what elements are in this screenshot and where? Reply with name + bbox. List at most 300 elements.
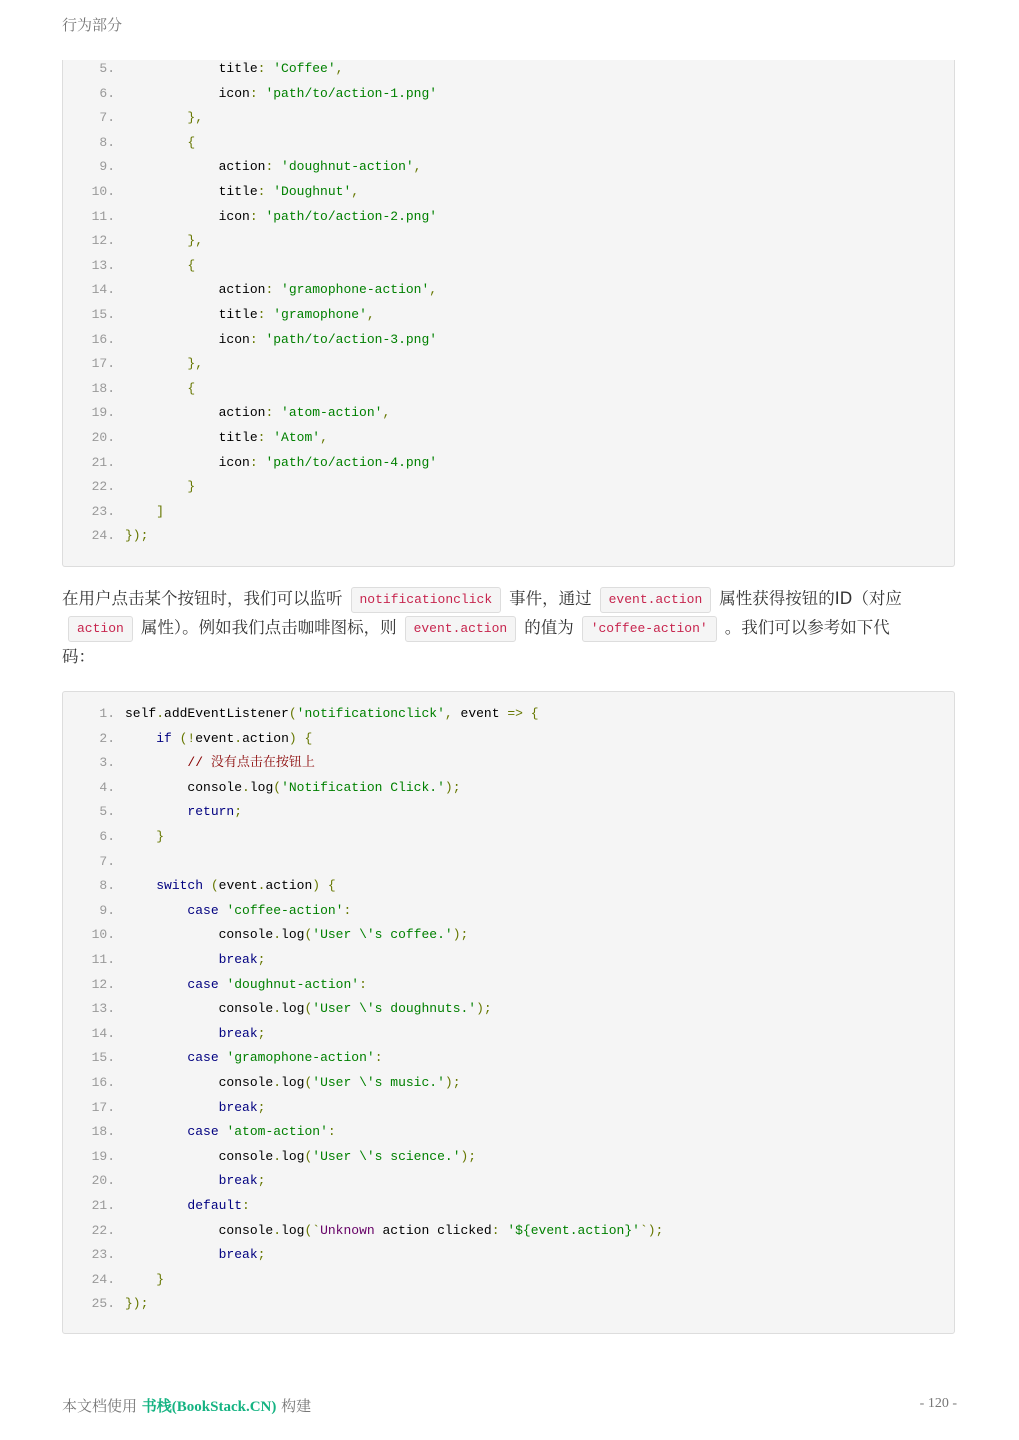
code-token xyxy=(125,479,187,494)
code-text xyxy=(125,827,164,847)
code-line xyxy=(63,1270,954,1295)
code-token: ; xyxy=(257,1099,266,1115)
code-token: ) { xyxy=(312,878,336,894)
code-token: , xyxy=(429,282,438,298)
code-token: title xyxy=(218,184,258,199)
code-token xyxy=(125,135,187,150)
text: 事件，通过 xyxy=(509,589,592,608)
line-number: 20. xyxy=(91,430,115,445)
code-text xyxy=(125,975,367,995)
code-token: }, xyxy=(187,110,204,126)
code-text xyxy=(125,950,265,970)
code-line xyxy=(63,502,954,527)
code-text xyxy=(125,379,195,399)
code-token xyxy=(125,1100,219,1115)
code-token: . xyxy=(257,878,266,894)
code-token: action xyxy=(265,878,313,894)
code-token: icon xyxy=(218,208,250,224)
code-token: log xyxy=(281,1001,305,1017)
code-token: => xyxy=(507,706,523,721)
code-token xyxy=(125,829,156,844)
code-line xyxy=(63,403,954,428)
code-token: 'notificationclick' xyxy=(296,706,445,721)
code-line xyxy=(63,827,954,852)
code-token: event xyxy=(218,878,258,894)
code-text xyxy=(125,477,195,497)
code-token: break xyxy=(218,1099,258,1115)
code-token xyxy=(125,977,187,992)
line-number: 21. xyxy=(91,454,115,470)
code-text xyxy=(125,157,421,177)
code-token: : xyxy=(359,976,367,992)
code-text xyxy=(125,1024,265,1044)
code-token: : xyxy=(257,430,274,445)
inline-code-event-action: event.action xyxy=(405,616,517,642)
code-line xyxy=(63,1245,954,1270)
line-number: 24. xyxy=(91,1271,115,1287)
code-text xyxy=(125,256,195,276)
code-token: console xyxy=(218,1001,274,1017)
code-token xyxy=(125,903,187,918)
code-token: case xyxy=(187,1124,219,1140)
code-token: action xyxy=(218,159,266,175)
code-token: action xyxy=(218,405,266,421)
code-token: '${event.action}' xyxy=(507,1222,640,1238)
line-number: 7. xyxy=(99,853,115,869)
code-token: (! xyxy=(171,730,196,746)
code-text xyxy=(125,403,390,423)
code-token: log xyxy=(249,779,274,795)
code-block-actions xyxy=(62,60,955,567)
line-number: 6. xyxy=(99,829,115,844)
line-number: 21. xyxy=(91,1198,115,1213)
code-token: 'atom-action' xyxy=(226,1124,328,1140)
code-token: 'gramophone' xyxy=(273,307,367,322)
code-token: } xyxy=(156,829,165,844)
code-token: return xyxy=(187,804,235,820)
code-text xyxy=(125,999,492,1019)
code-token: : xyxy=(374,1050,383,1066)
code-token: . xyxy=(156,706,165,721)
code-token: self xyxy=(125,706,157,721)
code-token: 'path/to/action-4.png' xyxy=(265,454,438,470)
code-token: title xyxy=(218,61,258,76)
code-token: , xyxy=(382,405,391,421)
code-text xyxy=(125,901,351,921)
code-text xyxy=(125,729,312,749)
footer-prefix: 本文档使用 xyxy=(62,1397,138,1415)
text: 属性）。例如我们点击咖啡图标，则 xyxy=(140,618,397,637)
code-text xyxy=(125,453,437,473)
code-line xyxy=(63,133,954,158)
code-token: ( xyxy=(304,927,313,943)
code-token xyxy=(125,1124,187,1139)
paragraph-line xyxy=(62,613,962,642)
code-token: } xyxy=(156,1271,165,1287)
code-token: : xyxy=(491,1222,508,1238)
code-token: }); xyxy=(125,528,149,544)
code-line xyxy=(63,157,954,182)
text: 码： xyxy=(62,647,95,666)
code-token: case xyxy=(187,902,219,918)
code-token: ( xyxy=(304,1075,313,1090)
code-token: ) { xyxy=(288,730,313,746)
code-token: 'gramophone-action' xyxy=(226,1050,375,1066)
code-token: , xyxy=(366,307,375,322)
code-token: title xyxy=(218,307,258,322)
line-number: 7. xyxy=(99,110,115,126)
code-token: , xyxy=(444,706,461,721)
code-text xyxy=(125,1245,265,1265)
line-number: 12. xyxy=(91,976,115,992)
footer-brand-link[interactable]: 书栈(BookStack.CN) xyxy=(141,1399,277,1415)
code-text xyxy=(125,876,336,896)
code-token: , xyxy=(413,159,422,175)
line-number: 16. xyxy=(91,1075,115,1090)
code-token: ( xyxy=(273,779,282,795)
code-token: 'User \'s music.' xyxy=(312,1075,445,1090)
code-token: . xyxy=(273,1075,282,1090)
code-token: ( xyxy=(304,1148,313,1164)
line-number: 1. xyxy=(99,706,115,721)
code-token: }); xyxy=(125,1296,149,1312)
code-line xyxy=(63,108,954,133)
code-token: console xyxy=(218,1075,274,1090)
code-text xyxy=(125,354,203,374)
code-token: { xyxy=(187,134,196,150)
code-token xyxy=(125,430,219,445)
text: 在用户点击某个按钮时，我们可以监听 xyxy=(62,589,343,608)
code-line xyxy=(63,1073,954,1098)
line-number: 14. xyxy=(91,282,115,298)
code-token xyxy=(125,927,219,942)
code-text xyxy=(125,526,148,546)
code-token: 'User \'s coffee.' xyxy=(312,927,453,943)
line-number: 6. xyxy=(99,85,115,101)
code-line xyxy=(63,453,954,478)
line-number: 5. xyxy=(99,804,115,820)
code-line xyxy=(63,1294,954,1319)
code-token: 'atom-action' xyxy=(281,405,383,421)
code-token: log xyxy=(281,1075,305,1090)
code-token: { xyxy=(522,706,539,721)
code-token: . xyxy=(273,1222,282,1238)
code-token xyxy=(125,1149,219,1164)
code-text xyxy=(125,1122,336,1142)
text: 。我们可以参考如下代 xyxy=(724,618,890,637)
code-text xyxy=(125,182,359,202)
code-line xyxy=(63,999,954,1024)
code-token: : xyxy=(327,1124,336,1140)
code-token: : xyxy=(257,184,274,199)
page-number: - 120 - xyxy=(919,1396,957,1411)
code-line xyxy=(63,852,954,877)
code-token: 'User \'s science.' xyxy=(312,1148,461,1164)
code-token xyxy=(125,307,219,322)
code-token: break xyxy=(218,1025,258,1041)
inline-code-event-action: event.action xyxy=(600,587,712,613)
code-token xyxy=(125,356,187,371)
code-token: }, xyxy=(187,233,204,249)
code-token xyxy=(125,878,156,893)
code-text xyxy=(125,231,203,251)
code-token: break xyxy=(218,1247,258,1263)
line-number: 17. xyxy=(91,1099,115,1115)
code-token: : xyxy=(242,1198,250,1213)
code-token: 'doughnut-action' xyxy=(281,159,414,175)
code-token: action xyxy=(242,730,289,746)
code-line xyxy=(63,802,954,827)
explanation-paragraph xyxy=(62,584,962,671)
code-token xyxy=(125,1247,219,1262)
code-token: 'User \'s doughnuts.' xyxy=(312,1001,477,1017)
code-token: addEventListener xyxy=(164,706,289,721)
paragraph-line xyxy=(62,642,962,671)
code-token: . xyxy=(273,1148,282,1164)
code-line xyxy=(63,1098,954,1123)
code-line xyxy=(63,1196,954,1221)
code-text xyxy=(125,1098,265,1118)
code-token: , xyxy=(320,430,328,445)
code-text xyxy=(125,1147,476,1167)
code-text xyxy=(125,280,437,300)
code-token: icon xyxy=(218,331,250,347)
code-token: ); xyxy=(444,779,461,795)
line-number: 8. xyxy=(99,134,115,150)
line-number: 3. xyxy=(99,755,115,771)
line-number: 9. xyxy=(99,902,115,918)
code-token xyxy=(125,1001,219,1016)
code-token: ; xyxy=(234,804,243,820)
code-text xyxy=(125,778,461,798)
code-token: case xyxy=(187,976,219,992)
line-number: 13. xyxy=(91,1001,115,1017)
code-token: break xyxy=(218,952,258,967)
line-number: 13. xyxy=(91,257,115,273)
code-token: ( xyxy=(304,1001,313,1017)
line-number: 19. xyxy=(91,405,115,421)
code-line xyxy=(63,59,954,84)
code-token: ; xyxy=(257,1247,266,1263)
code-token xyxy=(125,110,187,125)
code-line xyxy=(63,1048,954,1073)
line-number: 10. xyxy=(91,927,115,943)
code-line xyxy=(63,1147,954,1172)
line-number: 18. xyxy=(91,380,115,396)
code-token xyxy=(125,455,219,470)
code-token: title xyxy=(218,430,258,445)
code-token: 'coffee-action' xyxy=(226,902,344,918)
code-token: `); xyxy=(639,1222,664,1238)
code-line xyxy=(63,428,954,453)
code-text xyxy=(125,1048,383,1068)
code-token: icon xyxy=(218,454,250,470)
line-number: 23. xyxy=(91,1247,115,1263)
line-number: 10. xyxy=(91,184,115,199)
code-token xyxy=(125,332,219,347)
code-line xyxy=(63,753,954,778)
page-header-title: 行为部分 xyxy=(62,16,123,34)
code-line xyxy=(63,256,954,281)
code-text xyxy=(125,1221,663,1241)
code-text xyxy=(125,84,437,104)
code-token xyxy=(125,61,219,76)
code-line xyxy=(63,704,954,729)
code-token xyxy=(125,233,187,248)
line-number: 22. xyxy=(91,479,115,495)
line-number: 24. xyxy=(91,528,115,544)
code-line xyxy=(63,231,954,256)
footer-credit xyxy=(62,1395,311,1416)
code-token: 'path/to/action-2.png' xyxy=(265,208,438,224)
code-text xyxy=(125,1270,164,1290)
code-token xyxy=(125,258,187,273)
code-token: (` xyxy=(304,1222,321,1238)
code-line xyxy=(63,1171,954,1196)
code-token: : xyxy=(249,331,266,347)
code-token xyxy=(125,405,219,420)
code-token: ( xyxy=(203,878,219,894)
code-token: 'Doughnut' xyxy=(273,184,352,199)
code-token: : xyxy=(249,208,266,224)
code-token: , xyxy=(351,184,360,199)
code-token xyxy=(125,1075,219,1090)
line-number: 16. xyxy=(91,331,115,347)
code-token xyxy=(125,504,156,519)
code-token: // 没有点击在按钮上 xyxy=(187,755,315,771)
code-token: 'doughnut-action' xyxy=(226,976,360,992)
code-token: . xyxy=(242,779,250,795)
code-token xyxy=(125,780,187,795)
text: 的值为 xyxy=(524,618,574,637)
code-line xyxy=(63,526,954,551)
line-number: 8. xyxy=(99,878,115,894)
code-line xyxy=(63,1221,954,1246)
code-token: ); xyxy=(452,927,469,943)
code-line xyxy=(63,901,954,926)
code-token: case xyxy=(187,1050,219,1066)
code-token: ; xyxy=(257,1173,266,1189)
code-token: console xyxy=(218,927,274,943)
code-token: ( xyxy=(288,706,297,721)
code-token: ] xyxy=(156,503,165,519)
code-token: : xyxy=(265,282,282,298)
code-block-notificationclick xyxy=(62,691,955,1334)
code-text xyxy=(125,802,242,822)
code-line xyxy=(63,330,954,355)
line-number: 15. xyxy=(91,307,115,322)
inline-code-notificationclick: notificationclick xyxy=(351,587,502,613)
code-text xyxy=(125,428,328,448)
line-number: 11. xyxy=(91,952,115,967)
code-token: : xyxy=(257,307,274,322)
code-line xyxy=(63,925,954,950)
code-token: ; xyxy=(257,952,266,967)
code-token xyxy=(125,1173,219,1188)
code-token: if xyxy=(156,730,172,746)
code-line xyxy=(63,207,954,232)
code-token: ; xyxy=(257,1025,266,1041)
code-token xyxy=(125,1050,187,1065)
code-line xyxy=(63,1122,954,1147)
code-text xyxy=(125,207,437,227)
code-line xyxy=(63,182,954,207)
code-token xyxy=(125,159,219,174)
code-token xyxy=(125,1026,219,1041)
code-token: console xyxy=(187,779,243,795)
line-number: 2. xyxy=(99,730,115,746)
code-line xyxy=(63,84,954,109)
line-number: 5. xyxy=(99,61,115,76)
code-token: 'Coffee' xyxy=(273,61,336,76)
code-token: Unknown xyxy=(320,1222,375,1238)
code-token: . xyxy=(273,1001,282,1017)
code-token: switch xyxy=(156,878,204,894)
code-token xyxy=(125,804,187,819)
code-token xyxy=(125,952,219,967)
code-line xyxy=(63,354,954,379)
line-number: 19. xyxy=(91,1148,115,1164)
code-token: }, xyxy=(187,356,204,372)
code-token: } xyxy=(187,479,196,495)
code-token: . xyxy=(234,730,243,746)
code-line xyxy=(63,975,954,1000)
code-token: console xyxy=(218,1222,274,1238)
code-token: : xyxy=(265,405,282,421)
inline-code-action: action xyxy=(68,616,133,642)
code-token: ); xyxy=(476,1001,492,1017)
code-token: 'Notification Click.' xyxy=(281,779,445,795)
code-token: { xyxy=(187,257,196,273)
code-token xyxy=(125,1198,187,1213)
code-token: : xyxy=(265,159,282,175)
code-line xyxy=(63,729,954,754)
code-token: break xyxy=(218,1173,258,1189)
code-text xyxy=(125,305,375,325)
text: 属性获得按钮的ID（对应 xyxy=(719,589,902,608)
line-number: 15. xyxy=(91,1050,115,1066)
code-token: console xyxy=(218,1148,274,1164)
code-token: action xyxy=(218,282,266,298)
code-line xyxy=(63,280,954,305)
code-token xyxy=(125,282,219,297)
code-token: : xyxy=(249,454,266,470)
code-token: event xyxy=(195,730,235,746)
code-text xyxy=(125,753,315,773)
code-token: . xyxy=(273,927,282,943)
code-token: ); xyxy=(460,1148,477,1164)
line-number: 12. xyxy=(91,233,115,249)
line-number: 11. xyxy=(91,208,115,224)
code-text xyxy=(125,502,164,522)
code-token: : xyxy=(343,902,352,918)
code-text xyxy=(125,108,203,128)
code-token: { xyxy=(187,380,196,396)
code-token xyxy=(125,1223,219,1238)
code-text xyxy=(125,1196,250,1216)
line-number: 22. xyxy=(91,1222,115,1238)
line-number: 20. xyxy=(91,1173,115,1189)
code-token xyxy=(125,731,156,746)
code-line xyxy=(63,379,954,404)
code-token xyxy=(125,755,187,770)
code-text xyxy=(125,1294,148,1314)
code-token xyxy=(125,184,219,199)
code-token: default xyxy=(187,1198,243,1213)
code-token: icon xyxy=(218,85,250,101)
code-text xyxy=(125,133,195,153)
line-number: 23. xyxy=(91,503,115,519)
